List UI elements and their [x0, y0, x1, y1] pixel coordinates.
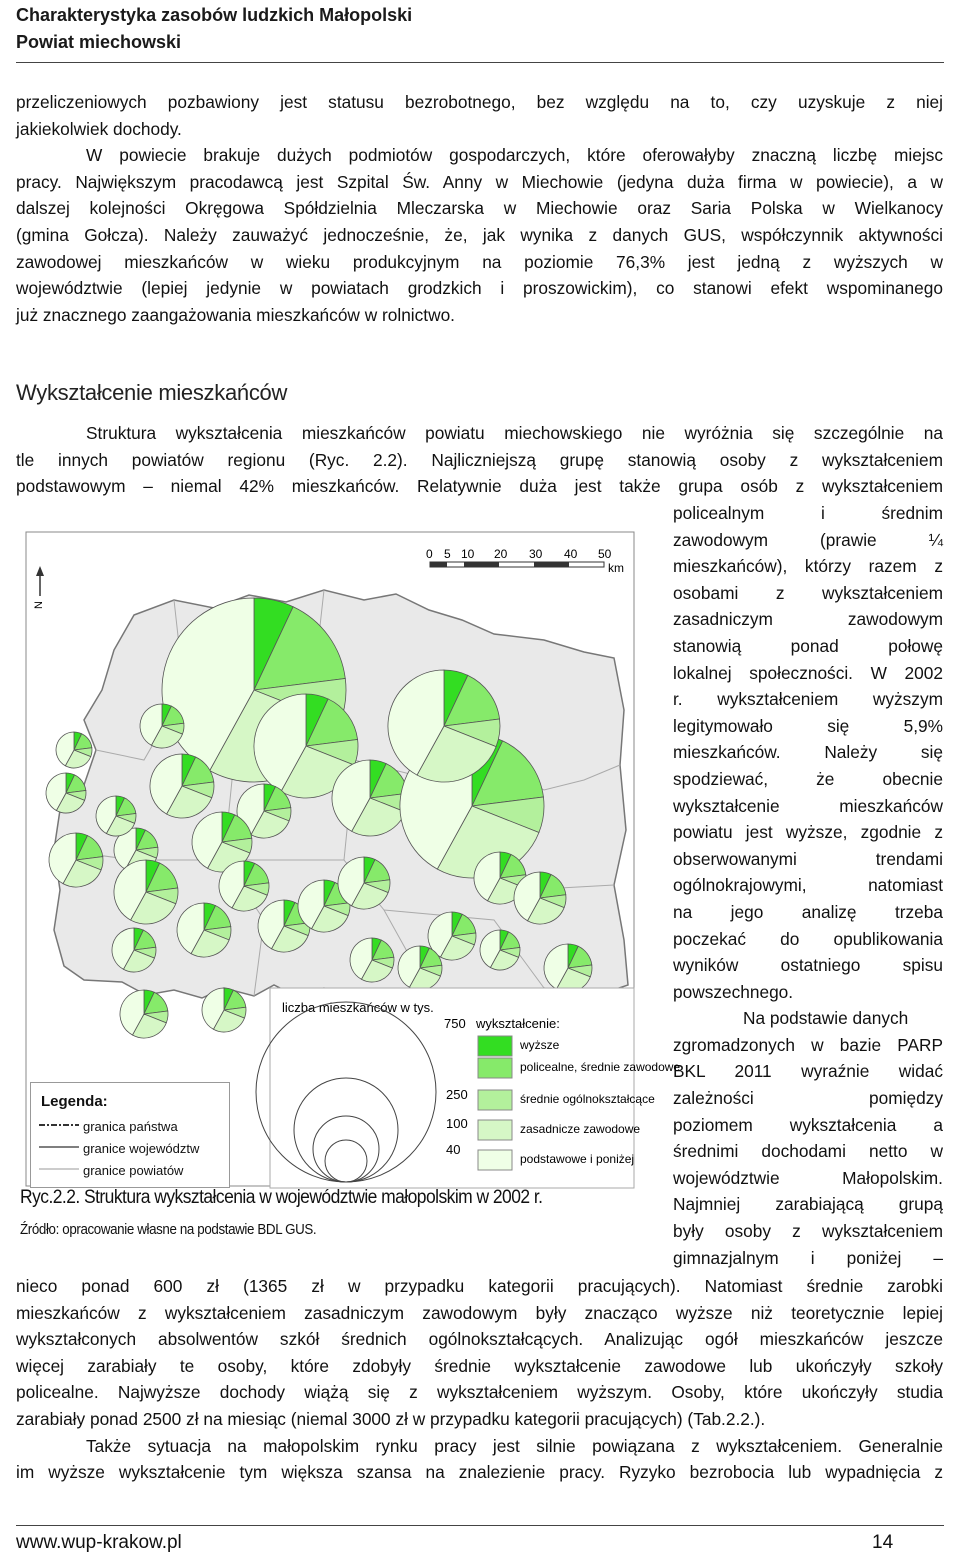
text-line: więcej zarabiały te osoby, które zdobyły średnie wykształcenie zawodowe lub ukończyły szkoły — [16, 1355, 943, 1376]
figure-source: Źródło: opracowanie własne na podstawie BDL GUS. — [20, 1222, 317, 1238]
text-line: (gmina Gołcza). Należy zauważyć jednocześnie, że, jak wynika z danych GUS, współczynnik aktywności — [16, 224, 943, 245]
text-line: policealne. Najwyższe dochody wiążą się z wykształceniem wyższym. Osoby, które ukończyły studia — [16, 1382, 943, 1403]
text-line: wyników ostatniego spisu — [673, 955, 943, 976]
text-line: Najmniej zarabiającą grupą — [673, 1194, 943, 1215]
text-line: obserwowanymi trendami — [673, 848, 943, 869]
text-line: powiatu jest wyższe, zgodnie z — [673, 822, 943, 843]
text-line: BKL 2011 wyraźnie widać — [673, 1061, 943, 1082]
size-value-750: 750 — [444, 1016, 466, 1031]
text-line: zgromadzonych w bazie PARP — [673, 1034, 943, 1055]
text-line: mieszkańców), którzy razem z — [673, 556, 943, 577]
text-line: zawodowym (prawie ¼ — [673, 529, 943, 550]
legend-title: Legenda: — [41, 1093, 108, 1110]
text-line: podstawowym – niemal 42% mieszkańców. Relatywnie duża jest także grupa osób z wykształceniem — [16, 476, 943, 497]
category-legend-title: wykształcenie: — [476, 1016, 560, 1031]
legend-country-border: granica państwa — [83, 1119, 178, 1134]
text-line: stanowią ponad połowę — [673, 635, 943, 656]
text-line: średnimi dochodami netto w — [673, 1141, 943, 1162]
text-line: Struktura wykształcenia mieszkańców powiatu miechowskiego nie wyróżnia się szczególnie na — [86, 423, 943, 443]
text-line: wykształcenie mieszkańców — [673, 795, 943, 816]
text-line: już znacznego zaangażowania mieszkańców w rolnictwo. — [16, 304, 455, 325]
category-label: średnie ogólnokształcące — [520, 1092, 655, 1106]
page-number: 14 — [872, 1532, 894, 1553]
boundary-line-symbols — [39, 1117, 81, 1181]
size-value-250: 250 — [446, 1087, 468, 1102]
size-value-40: 40 — [446, 1142, 461, 1157]
category-label: zasadnicze zawodowe — [520, 1122, 641, 1136]
text-line: zawodowej mieszkańców w wieku produkcyjnym na poziomie 76,3% jest jedną z wyższych w — [16, 251, 943, 272]
text-line: legitymowało się 5,9% — [673, 715, 943, 736]
text-line: zależności pomiędzy — [673, 1088, 943, 1109]
footer-url[interactable]: www.wup-krakow.pl — [16, 1532, 182, 1553]
text-line: im wyższe wykształcenie tym większa szansa na znalezienie pracy. Ryzyko bezrobocia lub wypadnięcia z — [16, 1462, 943, 1483]
scale-tick: 10 — [461, 547, 475, 561]
bottom-paragraph — [16, 1273, 943, 1486]
figure-caption: Ryc.2.2. Struktura wykształcenia w województwie małopolskim w 2002 r. — [20, 1187, 543, 1208]
category-swatch — [478, 1120, 512, 1140]
category-swatch — [478, 1058, 512, 1078]
scale-tick: 5 — [444, 547, 451, 561]
text-line: pracy. Największym pracodawcą jest Szpital Św. Anny w Miechowie (jedyna duża firma w powiecie), a w — [16, 171, 943, 192]
text-line: były osoby z wykształceniem — [673, 1221, 943, 1242]
text-line: województwie (lepiej jedynie w powiatach grodzkich i proszowickim), co stanowi efekt wspominanego — [16, 278, 943, 299]
category-swatch — [478, 1090, 512, 1110]
scale-tick: 30 — [529, 547, 543, 561]
scale-tick: 50 — [598, 547, 612, 561]
text-line: tle innych powiatów regionu (Ryc. 2.2). Najliczniejszą grupę stanowią osoby z wykształceniem — [16, 449, 943, 470]
text-line: lokalnej społeczności. W 2002 — [673, 662, 943, 683]
text-line: jakiekolwiek dochody. — [16, 118, 182, 139]
text-line: nieco ponad 600 zł (1365 zł w przypadku kategorii pracujących). Natomiast średnie zarobki — [16, 1276, 943, 1296]
text-line: powszechnego. — [673, 981, 794, 1002]
intro-paragraph — [16, 420, 943, 500]
size-legend-title: liczba mieszkańców w tys. — [282, 1000, 434, 1015]
text-line: województwie Małopolskim. — [673, 1167, 943, 1188]
text-line: wykształconych absolwentów szkół średnich ogólnokształcących. Analizując ogół mieszkańców jeszcze — [16, 1329, 943, 1350]
text-line: ogólnokrajowymi, natomiast — [673, 875, 943, 896]
header-title: Charakterystyka zasobów ludzkich Małopolski — [16, 5, 413, 25]
scale-tick: 20 — [494, 547, 508, 561]
size-value-100: 100 — [446, 1116, 468, 1131]
category-swatch — [478, 1150, 512, 1170]
text-line: gimnazjalnym i poniżej – — [673, 1247, 943, 1268]
section-title: Wykształcenie mieszkańców — [16, 380, 288, 405]
text-line: Na podstawie danych — [743, 1008, 909, 1029]
scale-tick: 0 — [426, 547, 433, 561]
north-label: N — [33, 601, 45, 609]
category-label: podstawowe i poniżej — [520, 1152, 635, 1166]
text-line: na jego analizę trzeba — [673, 901, 943, 922]
header-divider — [16, 62, 944, 63]
text-line: spodziewać, że obecnie — [673, 768, 943, 789]
text-line: r. wykształceniem wyższym — [673, 689, 943, 710]
legend-voivodeship-border: granice województw — [83, 1141, 200, 1156]
boundary-legend — [30, 1082, 230, 1188]
text-line: zarabiały ponad 2500 zł na miesiąc (niemal 3000 zł w przypadku kategorii pracujących) (Tab.2.2.). — [16, 1408, 766, 1429]
text-line: poczekać do opublikowania — [673, 928, 943, 949]
text-line: mieszkańców z wykształceniem zasadniczym zawodowym były znacząco wyższe niż teoretycznie lepiej — [16, 1302, 943, 1323]
side-column — [673, 500, 943, 1271]
legend-county-border: granice powiatów — [83, 1163, 184, 1178]
text-line: Także sytuacja na małopolskim rynku pracy jest silnie powiązana z wykształceniem. Generalnie — [86, 1435, 943, 1456]
text-line: osobami z wykształceniem — [673, 582, 943, 603]
page-header — [16, 2, 412, 56]
category-label: wyższe — [520, 1038, 560, 1052]
scale-unit: km — [608, 561, 624, 575]
text-line: policealnym i średnim — [673, 503, 943, 523]
category-label: policealne, średnie zawodowe — [520, 1060, 681, 1074]
text-line: mieszkańców. Należy się — [673, 742, 943, 763]
text-line: zasadniczym zawodowym — [673, 609, 943, 630]
text-line: dalszej kolejności Okręgowa Spółdzielnia Mleczarska w Miechowie oraz Saria Polska w Wielkanocy — [16, 198, 943, 219]
footer-divider — [16, 1525, 944, 1526]
text-line: W powiecie brakuje dużych podmiotów gospodarczych, które oferowałyby znaczną liczbę miejsc — [86, 145, 943, 166]
scale-tick: 40 — [564, 547, 578, 561]
header-subtitle: Powiat miechowski — [16, 32, 182, 52]
top-paragraph — [16, 89, 943, 328]
text-line: przeliczeniowych pozbawiony jest statusu bezrobotnego, bez względu na to, czy uzyskuje z niej — [16, 92, 943, 112]
text-line: poziomem wykształcenia a — [673, 1114, 943, 1135]
size-legend — [256, 988, 680, 1188]
category-swatch — [478, 1036, 512, 1056]
